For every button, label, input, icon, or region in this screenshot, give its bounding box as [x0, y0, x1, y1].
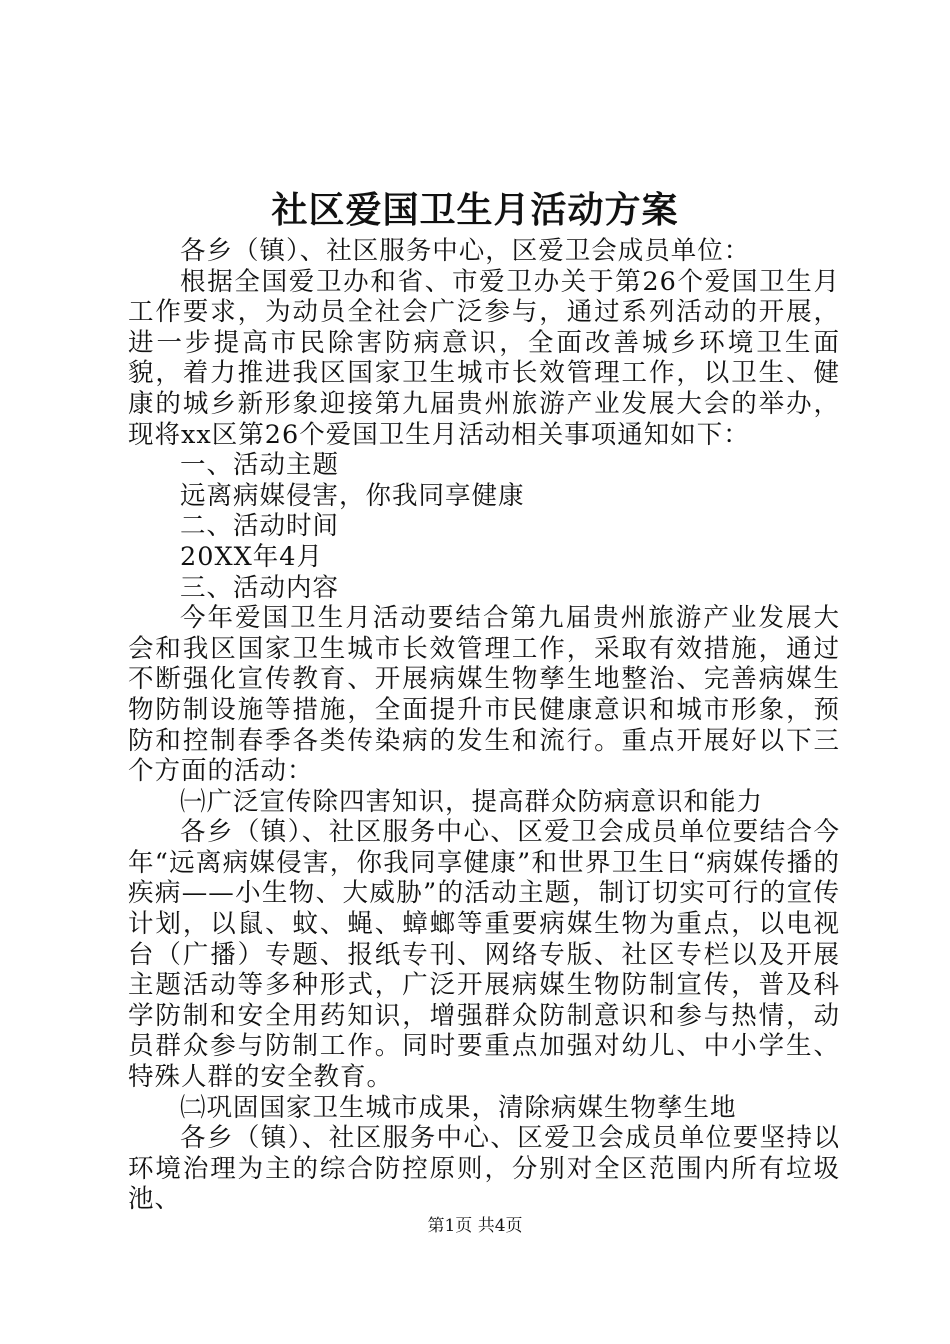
subheading-consolidate: ㈡巩固国家卫生城市成果，清除病媒生物孳生地 — [180, 1092, 737, 1123]
paragraph-theme: 远离病媒侵害，你我同享健康 — [180, 480, 525, 511]
paragraph-time: 20XX年4月 — [180, 541, 323, 572]
document-title: 社区爱国卫生月活动方案 — [271, 189, 679, 231]
paragraph-salutation: 各乡（镇）、社区服务中心，区爱卫会成员单位： — [180, 236, 751, 266]
page-footer: 第1页 共4页 — [427, 1216, 523, 1236]
heading-content: 三、活动内容 — [180, 572, 340, 603]
paragraph-intro: 根据全国爱卫办和省、市爱卫办关于第26个爱国卫生月工作要求，为动员全社会广泛参与，通过系列活动的开展，进一步提高市民除害防病意识，全面改善城乡环境卫生面貌，着力推进我区国家卫生城市长效管理工作，以卫生、健康的城乡新形象迎接第九届贵州旅游产业发展大会的举办，现将xx区第26个爱国卫生月活动相关事项通知如下： — [128, 266, 840, 450]
paragraph-consolidate: 各乡（镇）、社区服务中心、区爱卫会成员单位要坚持以环境治理为主的综合防控原则，分别对全区范围内所有垃圾池、 — [128, 1123, 840, 1215]
paragraph-content: 今年爱国卫生月活动要结合第九届贵州旅游产业发展大会和我区国家卫生城市长效管理工作，采取有效措施，通过不断强化宣传教育、开展病媒生物孳生地整治、完善病媒生物防制设施等措施，全面提升市民健康意识和城市形象，预防和控制春季各类传染病的发生和流行。重点开展好以下三个方面的活动： — [128, 603, 840, 787]
document-body — [128, 236, 840, 1215]
paragraph-publicity: 各乡（镇）、社区服务中心、区爱卫会成员单位要结合今年“远离病媒侵害，你我同享健康”和世界卫生日“病媒传播的疾病——小生物、大威胁”的活动主题，制订切实可行的宣传计划，以鼠、蚊、蝇、蟑螂等重要病媒生物为重点，以电视台（广播）专题、报纸专刊、网络专版、社区专栏以及开展主题活动等多种形式，广泛开展病媒生物防制宣传，普及科学防制和安全用药知识，增强群众防制意识和参与热情，动员群众参与防制工作。同时要重点加强对幼儿、中小学生、特殊人群的安全教育。 — [128, 817, 840, 1093]
heading-theme: 一、活动主题 — [180, 450, 340, 481]
heading-time: 二、活动时间 — [180, 511, 340, 542]
subheading-publicity: ㈠广泛宣传除四害知识，提高群众防病意识和能力 — [180, 786, 764, 817]
